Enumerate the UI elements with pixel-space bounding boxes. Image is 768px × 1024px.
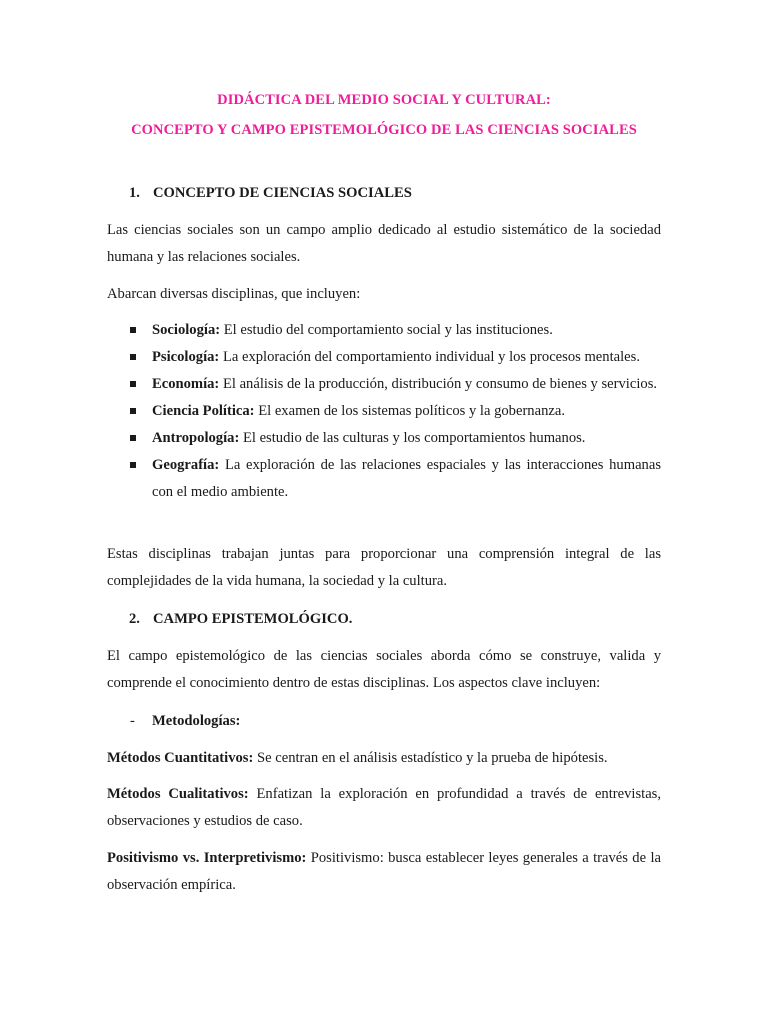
bullet-square-icon xyxy=(130,354,136,360)
entry-term: Positivismo vs. Interpretivismo: xyxy=(107,850,307,866)
methodologies-subheading xyxy=(107,708,661,735)
entry-text: Se centran en el análisis estadístico y la prueba de hipótesis. xyxy=(253,750,608,766)
list-item-term: Ciencia Política: xyxy=(152,403,255,419)
list-item xyxy=(107,398,661,425)
subheading-label: Metodologías: xyxy=(152,713,241,729)
document-title-line-1: DIDÁCTICA DEL MEDIO SOCIAL Y CULTURAL: xyxy=(217,92,551,108)
bullet-square-icon xyxy=(130,381,136,387)
list-item-term: Psicología: xyxy=(152,349,220,365)
list-item xyxy=(107,371,661,398)
list-item xyxy=(107,425,661,452)
section-2-title: CAMPO EPISTEMOLÓGICO. xyxy=(153,611,353,627)
entry-positivism xyxy=(107,845,661,899)
entry-qualitative xyxy=(107,781,661,835)
list-item-text: El estudio de las culturas y los comportamientos humanos. xyxy=(239,430,586,446)
disciplines-list xyxy=(107,317,661,506)
entry-text: Positivismo: busca establecer leyes generales a través de la observación empírica. xyxy=(107,850,661,893)
list-item-term: Sociología: xyxy=(152,322,221,338)
section-2-paragraph-1: El campo epistemológico de las ciencias sociales aborda cómo se construye, valida y comprende el conocimiento dentro de estas disciplinas. Los aspectos clave incluyen: xyxy=(107,648,661,691)
list-item-text: La exploración de las relaciones espaciales y las interacciones humanas con el medio ambiente. xyxy=(152,457,661,500)
list-item-text: El examen de los sistemas políticos y la gobernanza. xyxy=(254,403,565,419)
entry-text: Enfatizan la exploración en profundidad a través de entrevistas, observaciones y estudios de caso. xyxy=(107,786,662,829)
list-item-text: El estudio del comportamiento social y las instituciones. xyxy=(220,322,553,338)
bullet-square-icon xyxy=(130,435,136,441)
list-item-term: Geografía: xyxy=(152,457,220,473)
bullet-square-icon xyxy=(130,462,136,468)
list-item xyxy=(107,344,661,371)
entry-term: Métodos Cuantitativos: xyxy=(107,750,254,766)
section-2-number: 2. xyxy=(129,611,140,627)
document-title-line-2: CONCEPTO Y CAMPO EPISTEMOLÓGICO DE LAS CIENCIAS SOCIALES xyxy=(131,122,637,138)
entry-term: Métodos Cualitativos: xyxy=(107,786,249,802)
section-1-title: CONCEPTO DE CIENCIAS SOCIALES xyxy=(153,185,412,201)
bullet-square-icon xyxy=(130,408,136,414)
bullet-square-icon xyxy=(130,327,136,333)
list-item-text: El análisis de la producción, distribución y consumo de bienes y servicios. xyxy=(219,376,658,392)
dash-bullet: - xyxy=(130,713,135,729)
section-1-paragraph-1: Las ciencias sociales son un campo amplio dedicado al estudio sistemático de la sociedad humana y las relaciones sociales. xyxy=(107,222,661,265)
section-1-paragraph-3: Estas disciplinas trabajan juntas para proporcionar una comprensión integral de las complejidades de la vida humana, la sociedad y la cultura. xyxy=(107,546,661,589)
list-item-term: Economía: xyxy=(152,376,220,392)
section-1-number: 1. xyxy=(129,185,140,201)
entry-quantitative xyxy=(107,745,661,772)
list-item xyxy=(107,317,661,344)
section-1-paragraph-2: Abarcan diversas disciplinas, que incluyen: xyxy=(107,286,361,302)
list-item xyxy=(107,452,661,506)
section-1-heading xyxy=(107,180,661,207)
list-item-term: Antropología: xyxy=(152,430,240,446)
section-2-heading xyxy=(107,606,661,633)
list-item-text: La exploración del comportamiento individual y los procesos mentales. xyxy=(219,349,640,365)
